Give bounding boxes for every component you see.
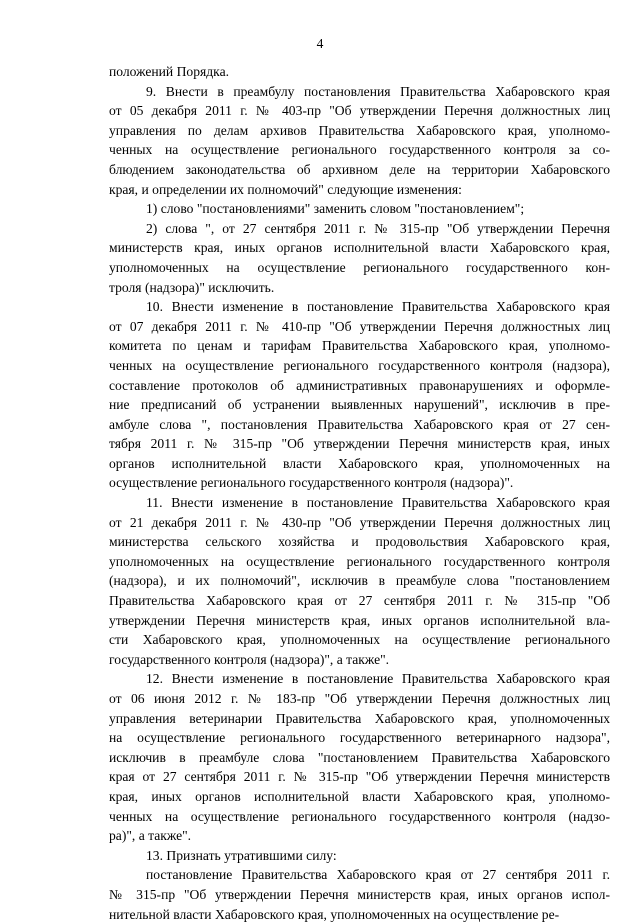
paragraph (109, 669, 610, 845)
text-line: ченных на осуществление регионального государственного контроля (надзора), (109, 357, 610, 373)
text-line: государственного контроля (надзора)", а также". (109, 651, 390, 667)
paragraph (109, 62, 610, 82)
text-line: ченных на осуществление регионального государственного контроля (надзо- (109, 808, 610, 824)
text-line: от 05 декабря 2011 г. № 403-пр "Об утверждении Перечня должностных лиц (109, 103, 610, 119)
text-line: министерства сельского хозяйства и продовольствия Хабаровского края, (109, 534, 610, 550)
text-line: ние предписаний об устранении выявленных нарушений", исключив в пре- (109, 397, 610, 413)
text-line: блюдением законодательства об архивном деле на территории Хабаровского (109, 161, 610, 177)
page-number: 4 (316, 36, 324, 51)
document-body (109, 62, 610, 924)
text-line: 9. Внести в преамбулу постановления Правительства Хабаровского края (146, 83, 610, 99)
paragraph (109, 297, 610, 493)
text-line: уполномоченных на осуществление регионального государственного кон- (109, 259, 610, 275)
text-line: (надзора), и их полномочий", исключив в преамбуле слова "постановлением (109, 573, 610, 589)
paragraph (109, 865, 610, 924)
text-line: сти Хабаровского края, уполномоченных на осуществление регионального (109, 632, 610, 648)
text-line: на осуществление регионального государственного ветеринарного надзора", (109, 730, 610, 746)
text-line: исключив в преамбуле слова "постановлением Правительства Хабаровского (109, 749, 610, 765)
text-line: 11. Внести изменение в постановление Правительства Хабаровского края (146, 495, 610, 511)
text-line: края, иных органов исполнительной власти Хабаровского края, уполномо- (109, 788, 610, 804)
text-line: комитета по ценам и тарифам Правительства Хабаровского края, уполномо- (109, 338, 610, 354)
text-line: 10. Внести изменение в постановление Правительства Хабаровского края (146, 299, 610, 315)
text-line: 1) слово "постановлениями" заменить словом "постановлением"; (146, 201, 525, 217)
paragraph (109, 219, 610, 297)
text-line: тября 2011 г. № 315-пр "Об утверждении Перечня министерств края, иных (109, 436, 610, 452)
paragraph (109, 199, 610, 219)
text-line: постановление Правительства Хабаровского края от 27 сентября 2011 г. (146, 867, 610, 883)
text-line: управления ветеринарии Правительства Хабаровского края, уполномоченных (109, 710, 610, 726)
text-line: № 315-пр "Об утверждении Перечня министерств края, иных органов испол- (109, 886, 610, 902)
paragraph (109, 82, 610, 200)
text-line: 12. Внести изменение в постановление Правительства Хабаровского края (146, 671, 610, 687)
text-line: амбуле слова ", постановления Правительства Хабаровского края от 27 сен- (109, 416, 610, 432)
text-line: органов исполнительной власти Хабаровского края, уполномоченных на (109, 455, 610, 471)
text-line: ра)", а также". (109, 828, 192, 844)
text-line: осуществление регионального государственного контроля (надзора)". (109, 475, 514, 491)
text-line: составление протоколов об административных правонарушениях и оформле- (109, 377, 610, 393)
text-line: положений Порядка. (109, 64, 230, 79)
text-line: нительной власти Хабаровского края, уполномоченных на осуществление ре- (109, 906, 560, 922)
text-line: 13. Признать утратившими силу: (146, 847, 337, 863)
text-line: Правительства Хабаровского края от 27 сентября 2011 г. № 315-пр "Об (109, 593, 610, 609)
text-line: от 06 июня 2012 г. № 183-пр "Об утверждении Перечня должностных лиц (109, 691, 610, 706)
text-line: ченных на осуществление регионального государственного контроля за со- (109, 142, 610, 158)
paragraph (109, 493, 610, 669)
text-line: 2) слова ", от 27 сентября 2011 г. № 315-пр "Об утверждении Перечня (146, 220, 610, 236)
text-line: от 07 декабря 2011 г. № 410-пр "Об утверждении Перечня должностных лиц (109, 318, 610, 334)
text-line: края от 27 сентября 2011 г. № 315-пр "Об утверждении Перечня министерств (109, 769, 610, 785)
text-line: управления по делам архивов Правительства Хабаровского края, уполномо- (109, 122, 610, 138)
text-line: утверждении Перечня министерств края, иных органов исполнительной вла- (109, 612, 610, 628)
text-line: от 21 декабря 2011 г. № 430-пр "Об утверждении Перечня должностных лиц (109, 514, 610, 530)
paragraph (109, 846, 610, 866)
text-line: министерств края, иных органов исполнительной власти Хабаровского края, (109, 240, 610, 256)
text-line: края, и определении их полномочий" следующие изменения: (109, 181, 462, 197)
text-line: уполномоченных на осуществление регионального государственного контроля (109, 553, 610, 569)
text-line: троля (надзора)" исключить. (109, 279, 275, 295)
